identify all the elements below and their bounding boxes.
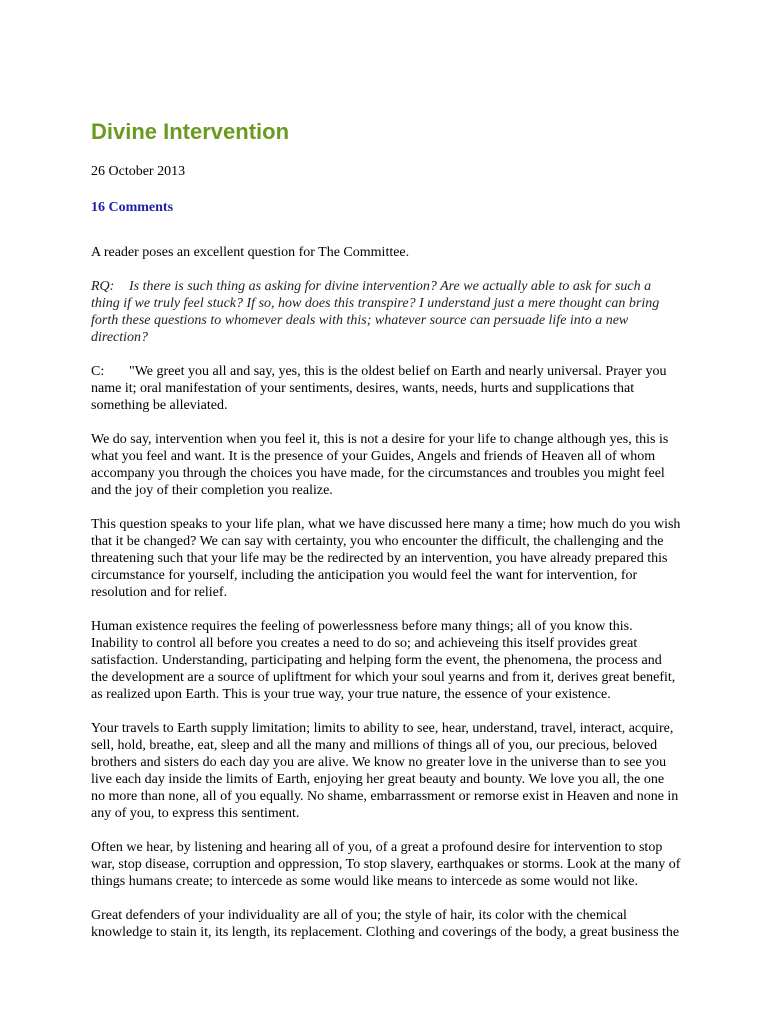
- body-paragraph: Your travels to Earth supply limitation; limits to ability to see, hear, understand, travel, interact, acquire, sell, hold, breathe, eat, sleep and all the many and millions of things all of you, our precious, beloved brothers and sisters do each day you are alive. We know no greater love in the universe than to see you live each day inside the limits of Earth, enjoying her great beauty and bounty. We love you all, the one no more than none, all of you equally. No shame, embarrassment or remorse exist in Heaven and none in any of you, to express this sentiment.: [91, 721, 679, 821]
- body-paragraph: Great defenders of your individuality are all of you; the style of hair, its color with the chemical knowledge to stain it, its length, its replacement. Clothing and coverings of the body, a great business the: [91, 908, 680, 940]
- body-paragraph: We do say, intervention when you feel it, this is not a desire for your life to change although yes, this is what you feel and want. It is the presence of your Guides, Angels and friends of Heaven all of whom accompany you through the choices you have made, for the circumstances and troubles you might feel and the joy of their completion you realize.: [91, 432, 669, 498]
- comments-link[interactable]: 16 Comments: [91, 200, 174, 215]
- rq-label: RQ:: [91, 279, 115, 294]
- article-title: Divine Intervention: [91, 119, 290, 144]
- intro-paragraph: A reader poses an excellent question for The Committee.: [91, 245, 410, 260]
- body-paragraph: Human existence requires the feeling of powerlessness before many things; all of you know this. Inability to control all before you creates a need to do so; and achieveing this itself provides great satisfaction. Understanding, participating and helping form the event, the phenomena, the process and the development are a source of upliftment for which your soul yearns and from it, derives great benefit, as realized upon Earth. This is your true way, your true nature, the essence of your existence.: [91, 619, 676, 702]
- reader-question: [91, 278, 681, 346]
- body-paragraph: This question speaks to your life plan, what we have discussed here many a time; how much do you wish that it be changed? We can say with certainty, you who encounter the difficult, the challenging and the threatening such that your life may be the redirected by an intervention, you have already prepared this circumstance for yourself, including the anticipation you would feel the want for intervention, for resolution and for relief.: [91, 517, 681, 600]
- c-label: C:: [91, 364, 105, 379]
- article-date: 26 October 2013: [91, 164, 186, 179]
- article: [91, 116, 681, 941]
- committee-answer: [91, 363, 681, 414]
- rq-text: Is there is such thing as asking for divine intervention? Are we actually able to ask for such a thing if we truly feel stuck? If so, how does this transpire? I understand just a mere thought can bring forth these questions to whomever deals with this; whatever source can persuade life into a new direction?: [91, 279, 660, 345]
- body-paragraph: Often we hear, by listening and hearing all of you, of a great a profound desire for intervention to stop war, stop disease, corruption and oppression, To stop slavery, earthquakes or storms. Look at the many of things humans create; to intercede as some would like means to intercede as some would not like.: [91, 840, 681, 889]
- c-text: "We greet you all and say, yes, this is the oldest belief on Earth and nearly universal. Prayer you name it; oral manifestation of your sentiments, desires, wants, needs, hurts and supplications that something be alleviated.: [91, 364, 667, 413]
